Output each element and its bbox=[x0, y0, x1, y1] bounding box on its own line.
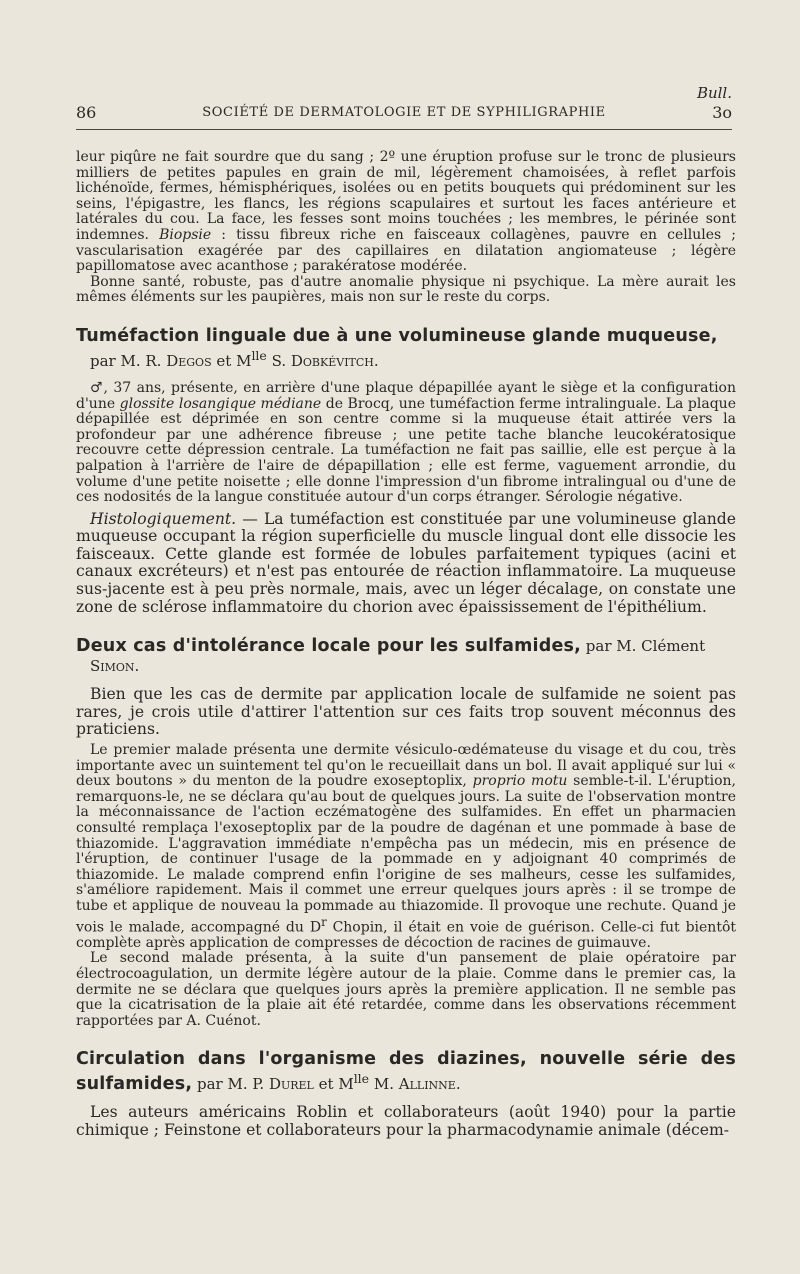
section-heading bbox=[76, 326, 736, 371]
intro-paragraph bbox=[76, 150, 736, 275]
paragraph: Bien que les cas de dermite par application locale de sulfamide ne soient pas rares, je crois utile d'attirer l'attention sur ces faits trop souvent méconnus des praticiens. bbox=[76, 685, 736, 739]
byline-sup: lle bbox=[353, 1071, 370, 1087]
paragraph: Les auteurs américains Roblin et collaborateurs (août 1940) pour la partie chimique ; Feinstone et collaborateurs pour la pharmacodynamie animale (décem- bbox=[76, 1103, 736, 1139]
paragraph bbox=[76, 743, 736, 951]
byline-middle: et M bbox=[313, 1075, 354, 1094]
italic-term: Histologiquement. bbox=[90, 509, 237, 528]
section-tumefaction bbox=[76, 326, 736, 616]
byline-prefix: par M. R. bbox=[90, 351, 167, 370]
text-run: ♂, 37 ans, présente, en arrière d'une plaque dépapillée ayant le siège et la configuration d'une bbox=[76, 379, 736, 412]
biopsie-label: Biopsie bbox=[159, 226, 212, 243]
text-run: semble-t-il. L'éruption, remarquons-le, ne se déclara qu'au bout de quelques jours. La suite de l'observation montre la méconnaissance de l'action eczématogène des sulfamides. En effet un pharmacien consulté remplaça l'exoseptoplix par de la poudre de dagénan et une pommade à base de thiazomide. L'aggravation immédiate n'empêcha pas un médecin, mis en présence de l'éruption, de continuer l'usage de la pommade en y adjoignant 40 comprimés de thiazomide. Le malade comprend enfin l'origine de ses malheurs, cesse les sulfamides, s'améliore rapidement. Mais il commet une erreur quelques jours après : il se trompe de tube et applique de nouveau la pommade au thiazomide. Il provoque une rechute. Quand je vois le malade, accompagné du D bbox=[76, 773, 737, 936]
author-name: Allinne. bbox=[398, 1075, 461, 1094]
section-title: Deux cas d'intolérance locale pour les sulfamides, bbox=[76, 636, 582, 657]
italic-term: glossite losangique médiane bbox=[119, 395, 322, 412]
byline-middle: et M bbox=[211, 351, 252, 370]
running-header bbox=[76, 103, 732, 130]
paragraph bbox=[76, 511, 736, 617]
section-diazines bbox=[76, 1049, 736, 1139]
text-run: Chopin, il était en voie de guérison. Celle-ci fut bientôt complète après application de compresses de décoction de racines de guimauve. bbox=[76, 919, 736, 951]
byline bbox=[192, 1071, 461, 1094]
byline bbox=[76, 347, 379, 370]
author-name: Durel bbox=[268, 1075, 314, 1094]
byline-prefix: par M. P. bbox=[192, 1075, 269, 1094]
section-sulfamides bbox=[76, 636, 736, 1029]
paragraph: Le second malade présenta, à la suite d'un pansement de plaie opératoire par électrocoagulation, un dermite légère autour de la plaie. Comme dans le premier cas, la dermite ne se déclara que quelques jours après la première application. Il ne semble pas que la cicatrisation de la plaie ait été retardée, comme dans les observations récemment rapportées par A. Cuénot. bbox=[76, 950, 736, 1029]
page-number: 86 bbox=[76, 103, 97, 122]
section-heading bbox=[76, 636, 736, 676]
running-title: SOCIÉTÉ DE DERMATOLOGIE ET DE SYPHILIGRAPHIE bbox=[202, 105, 606, 120]
biopsie-text: : tissu fibreux riche en faisceaux collagènes, pauvre en cellules ; vascularisation exagérée par des capillaires en dilatation angiomateuse ; légère papillomatose avec acanthose ; parakératose modérée. bbox=[76, 226, 736, 275]
journal-abbrev: Bull. bbox=[696, 84, 732, 102]
section-heading bbox=[76, 1049, 736, 1094]
italic-term: proprio motu bbox=[472, 773, 568, 790]
byline-sup: lle bbox=[251, 347, 267, 363]
byline-initial: S. bbox=[266, 351, 291, 370]
volume-number: 3o bbox=[712, 103, 732, 122]
author-name: Degos bbox=[166, 351, 212, 370]
superscript: r bbox=[321, 914, 327, 929]
section-title: Circulation dans l'organisme des diazines, nouvelle série des sulfamides, bbox=[76, 1049, 736, 1095]
paragraph bbox=[76, 381, 736, 506]
intro-paragraph-2: Bonne santé, robuste, pas d'autre anomalie physique ni psychique. La mère aurait les mêmes éléments sur les paupières, mais non sur le reste du corps. bbox=[76, 273, 736, 306]
author-name: Simon. bbox=[90, 657, 140, 676]
intro-text: leur piqûre ne fait sourdre que du sang ; 2º une éruption profuse sur le tronc de plusieurs milliers de petites papules en grain de mil, légèrement chamoisées, à reflet parfois lichénoïde, fermes, hémisphériques, isolées ou en petits bouquets qui prédominent sur les seins, l'épigastre, les flancs, les régions scapulaires et surtout les faces antérieure et latérales du cou. La face, les fesses sont moins touchées ; les membres, le périnée sont indemnes. bbox=[76, 149, 736, 243]
byline-initial: M. bbox=[369, 1075, 399, 1094]
text-run: Le premier malade présenta une dermite vésiculo-œdémateuse du visage et du cou, très importante avec un suintement tel qu'on le recueillait dans un bol. Il avait appliqué sur lui « deux boutons » du menton de la poudre exoseptoplix, bbox=[76, 742, 736, 790]
byline-prefix: par M. Clément bbox=[581, 637, 706, 656]
author-name: Dobkévitch. bbox=[290, 351, 379, 370]
text-run: — La tuméfaction est constituée par une volumineuse glande muqueuse occupant la région superficielle du muscle lingual dont elle dissocie les faisceaux. Cette glande est formée de lobules parfaitement typiques (acini et canaux excréteurs) et n'est pas entourée de réaction inflammatoire. La muqueuse sus-jacente est à peu près normale, mais, avec un léger décalage, on constate une zone de sclérose inflammatoire du chorion avec épaississement de l'épithélium. bbox=[76, 509, 736, 616]
article-body bbox=[76, 150, 736, 1140]
text-run: de Brocq, une tuméfaction ferme intralinguale. La plaque dépapillée est déprimée en son centre comme si la muqueuse était attirée vers la profondeur par une adhérence fibreuse ; une petite tache blanche leucokératosique recouvre cette dépression centrale. La tuméfaction ne fait pas saillie, elle est perçue à la palpation à l'arrière de l'aire de dépapillation ; elle est ferme, vaguement arrondie, du volume d'une petite noisette ; elle donne l'impression d'un fibrome intralingual ou d'une de ces nodosités de la langue constituée autour d'un corps étranger. Sérologie négative. bbox=[76, 395, 736, 506]
section-title: Tuméfaction linguale due à une volumineuse glande muqueuse, bbox=[76, 325, 718, 346]
